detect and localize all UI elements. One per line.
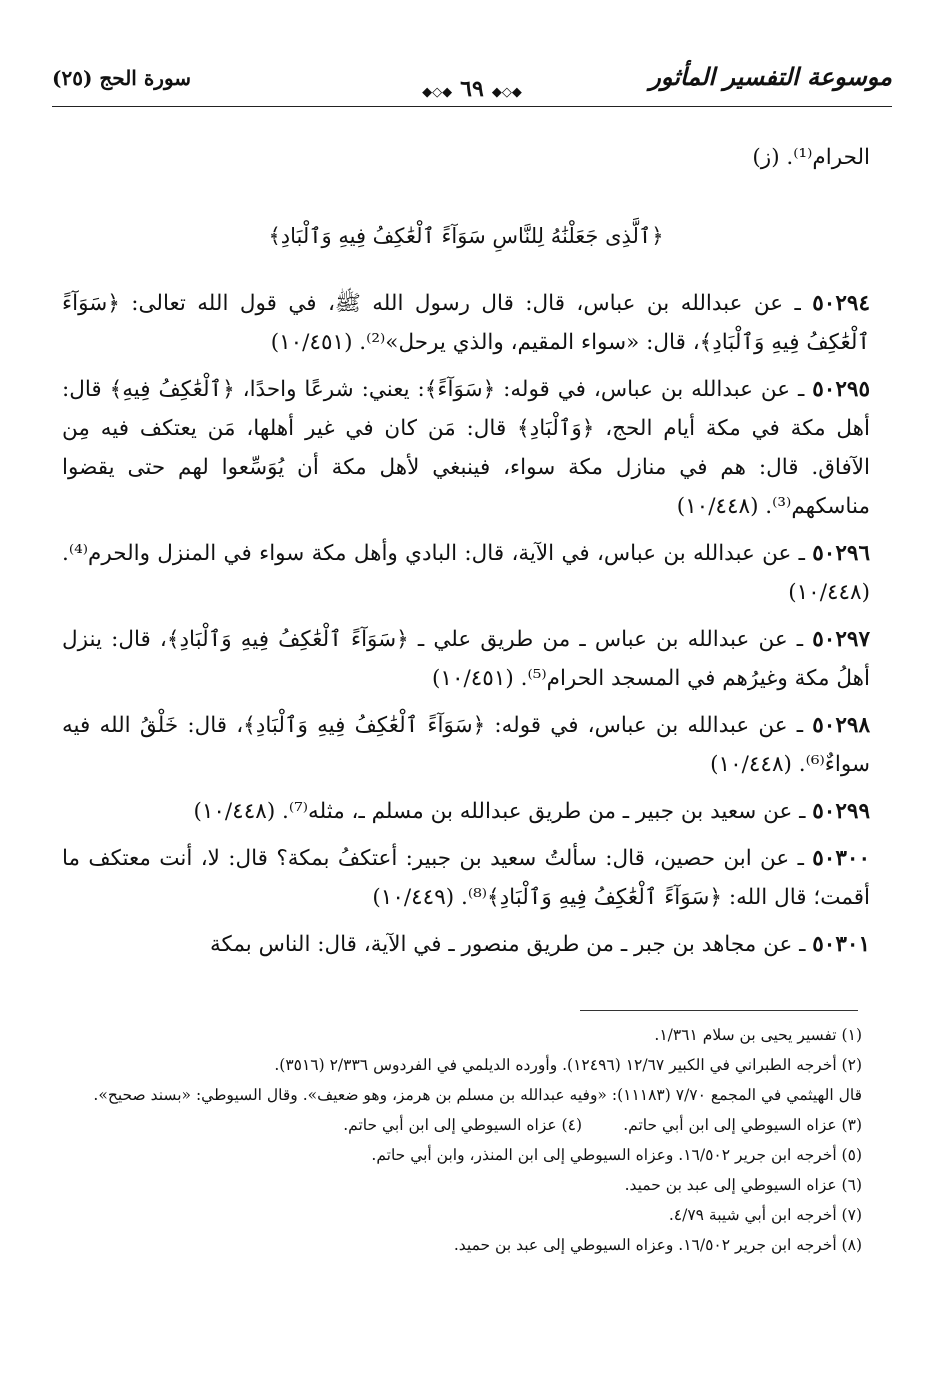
entry-text: ـ عن ابن حصين، قال: سألتُ سعيد بن جبير: أعتكفُ بمكة؟ قال: لا، أنت معتكف ما أقمت؛ قال الله: ﴿سَوَآءً ٱلْعَٰكِفُ فِيهِ وَٱلْبَادِ﴾⁽⁸⁾. (١٠/٤٤٩)	[62, 846, 870, 910]
footnote-8: (٨) أخرجه ابن جرير ١٦/٥٠٢. وعزاه السيوطي إلى عبد بن حميد.	[453, 1236, 862, 1254]
entry-50301	[62, 925, 870, 964]
footnotes	[62, 1020, 862, 1260]
ornament-icon: ◆◇◆	[422, 85, 453, 100]
header-divider	[52, 106, 892, 107]
footnote-row-3-4	[62, 1110, 862, 1140]
footnote-6: (٦) عزاه السيوطي إلى عبد بن حميد.	[624, 1176, 862, 1194]
entry-number: ٥٠٢٩٨	[812, 713, 870, 738]
footnote-4: (٤) عزاه السيوطي إلى ابن أبي حاتم.	[343, 1116, 582, 1134]
entry-text: ـ عن عبدالله بن عباس، في قوله: ﴿سَوَآءً ٱلْعَٰكِفُ فِيهِ وَٱلْبَادِ﴾، قال: خَلْقُ الله فيه سواءٌ⁽⁶⁾. (١٠/٤٤٨)	[62, 713, 870, 777]
footnote-divider	[580, 1010, 858, 1011]
entry-50298	[62, 706, 870, 784]
book-title: موسوعة التفسير المأثور	[649, 62, 892, 91]
intro-line: الحرام⁽¹⁾. (ز)	[752, 145, 870, 170]
entry-text: ـ عن مجاهد بن جبر ـ من طريق منصور ـ في الآية، قال: الناس بمكة	[209, 932, 813, 957]
entry-text: ـ عن عبدالله بن عباس، قال: قال رسول الله ﷺ، في قول الله تعالى: ﴿سَوَآءً ٱلْعَٰكِفُ فِيهِ وَٱلْبَادِ﴾، قال: «سواء المقيم، والذي يرحل»⁽²⁾. (١٠/٤٥١)	[62, 291, 870, 355]
entry-number: ٥٠٢٩٩	[812, 799, 870, 824]
entry-50294	[62, 284, 870, 362]
entry-text: ـ عن سعيد بن جبير ـ من طريق عبدالله بن مسلم ـ، مثله⁽⁷⁾. (١٠/٤٤٨)	[193, 799, 813, 824]
page-header	[52, 62, 892, 102]
entry-number: ٥٠٢٩٤	[812, 291, 870, 316]
entry-text: ـ عن عبدالله بن عباس ـ من طريق علي ـ ﴿سَوَآءً ٱلْعَٰكِفُ فِيهِ وَٱلْبَادِ﴾، قال: ينزل أهلُ مكة وغيرُهم في المسجد الحرام⁽⁵⁾. (١٠/٤٥١)	[62, 627, 870, 691]
footnote-2-cont: قال الهيثمي في المجمع ٧/٧٠ (١١١٨٣): «وفيه عبدالله بن مسلم بن هرمز، وهو ضعيف». وقال السيوطي: «بسند صحيح».	[93, 1086, 862, 1104]
entry-number: ٥٠٢٩٦	[812, 541, 870, 566]
entry-number: ٥٠٣٠١	[812, 932, 870, 957]
page-number-value: ٦٩	[460, 76, 484, 102]
entry-50296	[62, 534, 870, 612]
surah-title: سورة الحج (٢٥)	[52, 66, 192, 90]
footnote-2: (٢) أخرجه الطبراني في الكبير ١٢/٦٧ (١٢٤٩٦). وأورده الديلمي في الفردوس ٢/٣٣٦ (٣٥١٦).	[274, 1056, 862, 1074]
entry-50300	[62, 839, 870, 917]
footnote-3: (٣) عزاه السيوطي إلى ابن أبي حاتم.	[623, 1116, 862, 1134]
quran-verse: ﴿ٱلَّذِى جَعَلْنَٰهُ لِلنَّاسِ سَوَآءً ٱلْعَٰكِفُ فِيهِ وَٱلْبَادِ﴾	[268, 224, 664, 248]
page-number	[414, 76, 530, 102]
footnote-5: (٥) أخرجه ابن جرير ١٦/٥٠٢. وعزاه السيوطي إلى ابن المنذر، وابن أبي حاتم.	[371, 1146, 862, 1164]
footnote-1: (١) تفسير يحيى بن سلام ١/٣٦١.	[654, 1026, 862, 1044]
entry-number: ٥٠٣٠٠	[812, 846, 870, 871]
entry-50297	[62, 620, 870, 698]
ornament-icon: ◆◇◆	[491, 85, 522, 100]
entry-50295	[62, 370, 870, 526]
entry-50299	[62, 792, 870, 831]
main-text	[62, 138, 870, 972]
entry-text: ـ عن عبدالله بن عباس، في الآية، قال: البادي وأهل مكة سواء في المنزل والحرم⁽⁴⁾. (١٠/٤٤٨)	[62, 541, 870, 605]
entry-number: ٥٠٢٩٥	[812, 377, 870, 402]
entry-text: ـ عن عبدالله بن عباس، في قوله: ﴿سَوَآءً﴾: يعني: شرعًا واحدًا، ﴿ٱلْعَٰكِفُ فِيهِ﴾ قال: أهل مكة في مكة أيام الحج، ﴿وَٱلْبَادِ﴾ قال: مَن كان في غير أهلها، مَن يعتكف فيه مِن الآفاق. قال: هم في منازل مكة سواء، فينبغي لأهل مكة أن يُوَسِّعوا لهم حتى يقضوا مناسكهم⁽³⁾. (١٠/٤٤٨)	[62, 377, 870, 519]
footnote-7: (٧) أخرجه ابن أبي شيبة ٤/٧٩.	[668, 1206, 862, 1224]
entry-number: ٥٠٢٩٧	[812, 627, 870, 652]
